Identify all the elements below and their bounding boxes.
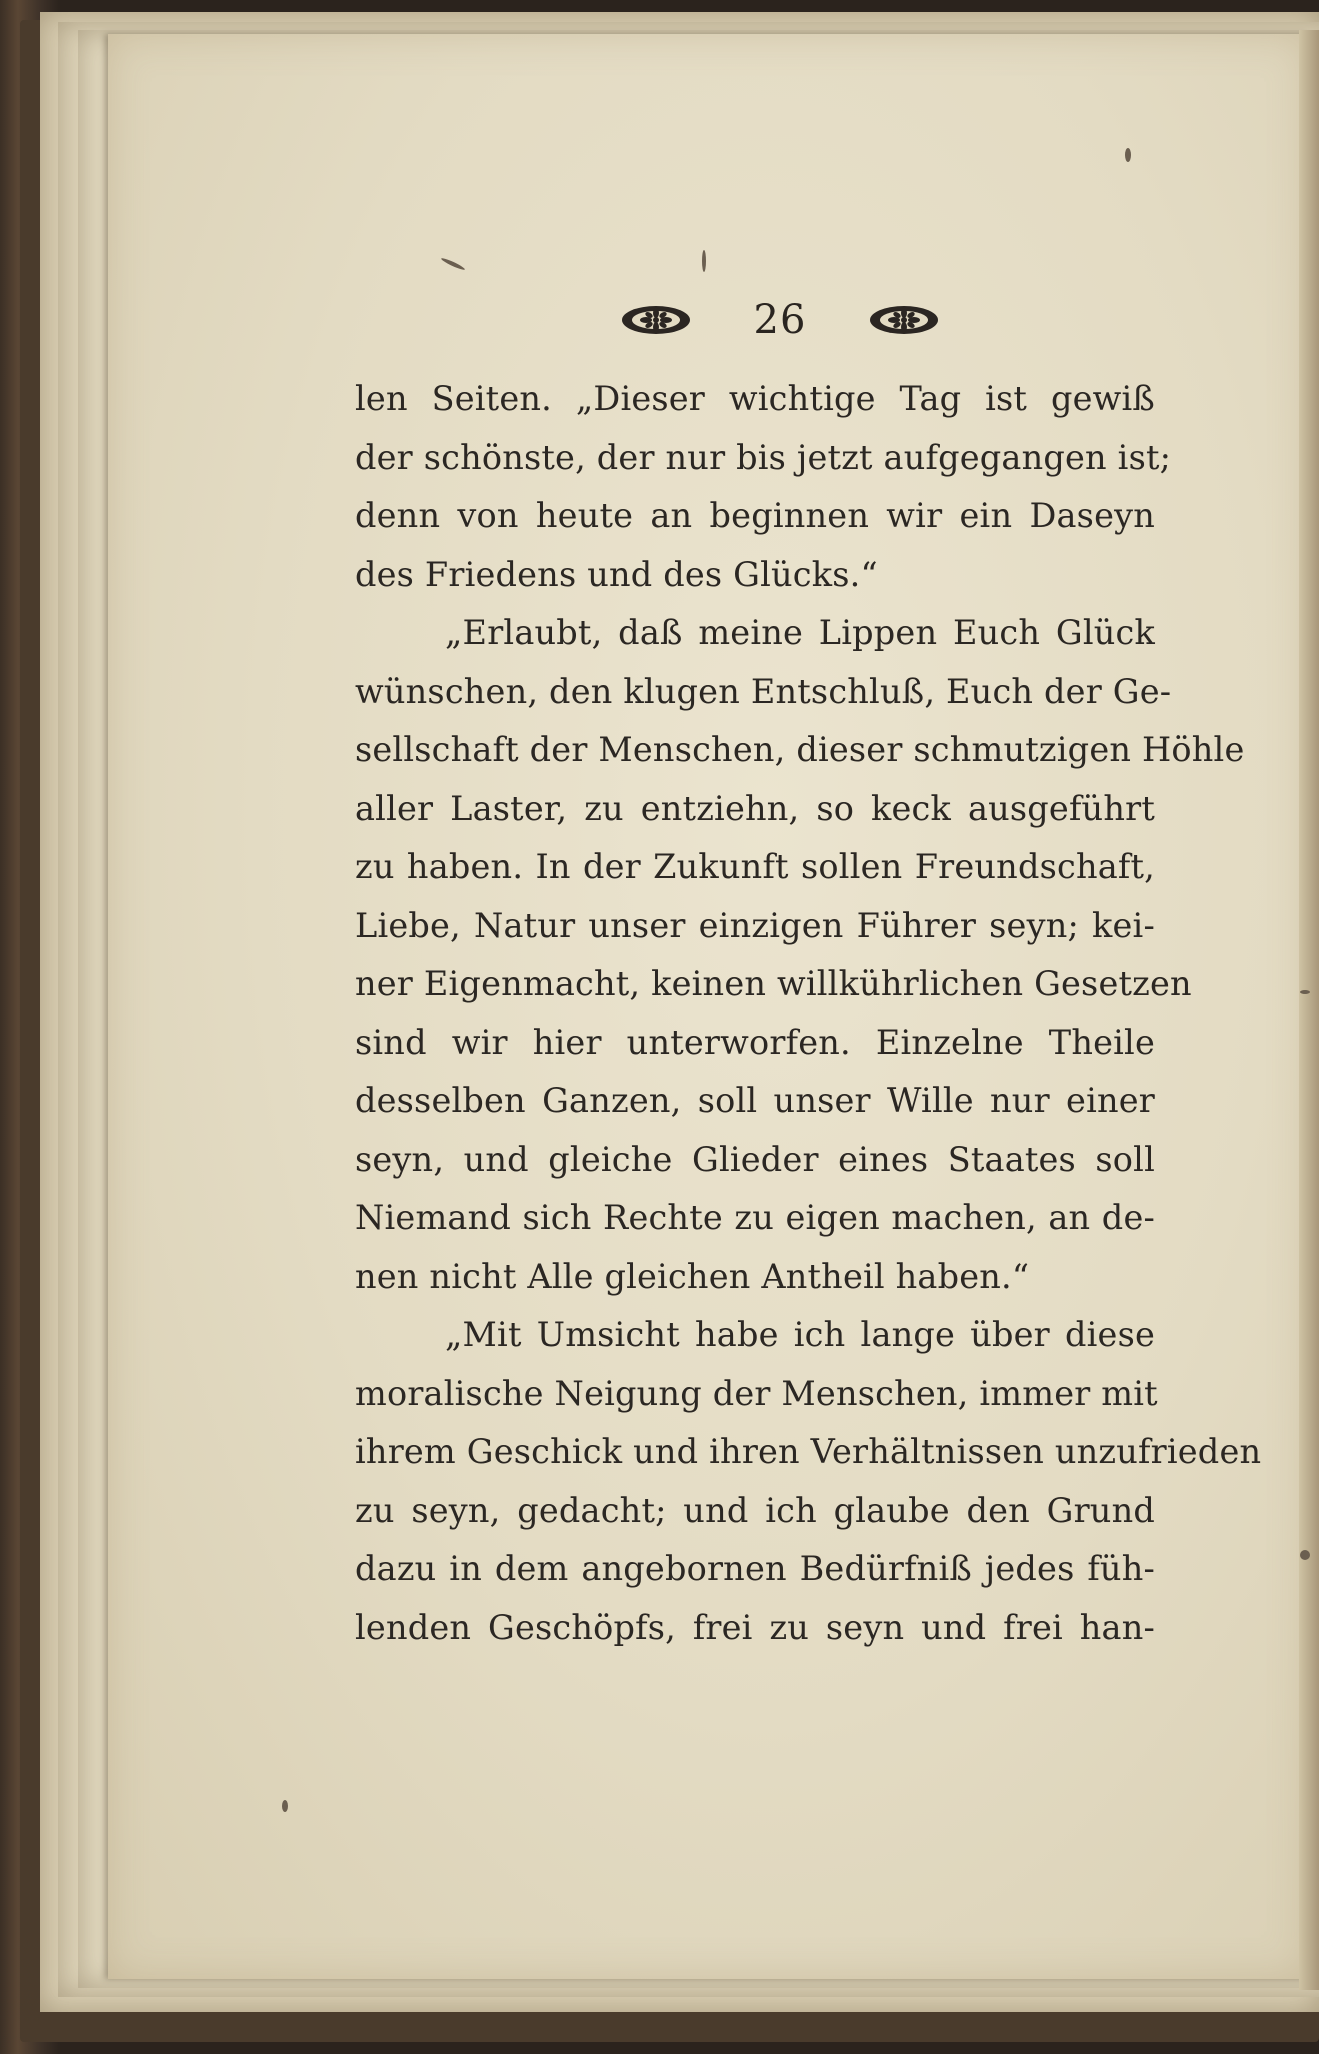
page-header — [620, 290, 940, 350]
text-line: lenden Geschöpfs, frei zu seyn und frei han- — [355, 1607, 1155, 1647]
text-line: zu haben. In der Zukunft sollen Freundschaft, — [355, 847, 1155, 886]
text-line: desselben Ganzen, soll unser Wille nur einer — [355, 1081, 1155, 1120]
text-line: ner Eigenmacht, keinen willkührlichen Gesetzen — [355, 964, 1192, 1003]
right-rosette-ornament-icon — [868, 303, 940, 337]
page-right-edge — [1299, 30, 1319, 1990]
text-line: sellschaft der Menschen, dieser schmutzigen Höhle — [355, 730, 1245, 769]
text-line: zu seyn, gedacht; und ich glaube den Grund — [355, 1490, 1155, 1530]
text-line: nen nicht Alle gleichen Antheil haben.“ — [355, 1256, 1030, 1296]
text-line: len Seiten. „Dieser wichtige Tag ist gewiß — [355, 379, 1155, 418]
page-number: 26 — [753, 297, 807, 343]
text-line: Liebe, Natur unser einzigen Führer seyn; kei- — [355, 905, 1155, 945]
text-line: „Mit Umsicht habe ich lange über diese — [445, 1315, 1155, 1354]
text-line: dazu in dem angebornen Bedürfniß jedes füh- — [355, 1549, 1155, 1588]
text-line: Niemand sich Rechte zu eigen machen, an de- — [355, 1198, 1155, 1237]
text-line: seyn, und gleiche Glieder eines Staates soll — [355, 1139, 1155, 1179]
text-line: moralische Neigung der Menschen, immer mit — [355, 1373, 1158, 1413]
text-line: aller Laster, zu entziehn, so keck ausgeführt — [355, 788, 1155, 828]
text-line: des Friedens und des Glücks.“ — [355, 554, 878, 594]
text-line: wünschen, den klugen Entschluß, Euch der Ge- — [355, 671, 1172, 711]
text-line: „Erlaubt, daß meine Lippen Euch Glück — [445, 613, 1155, 652]
text-line: ihrem Geschick und ihren Verhältnissen unzufrieden — [355, 1432, 1262, 1471]
text-line: denn von heute an beginnen wir ein Daseyn — [355, 496, 1155, 535]
text-line: sind wir hier unterworfen. Einzelne Theile — [355, 1022, 1155, 1062]
body-text — [355, 370, 1262, 1657]
text-line: der schönste, der nur bis jetzt aufgegangen ist; — [355, 437, 1172, 477]
left-rosette-ornament-icon — [620, 303, 692, 337]
